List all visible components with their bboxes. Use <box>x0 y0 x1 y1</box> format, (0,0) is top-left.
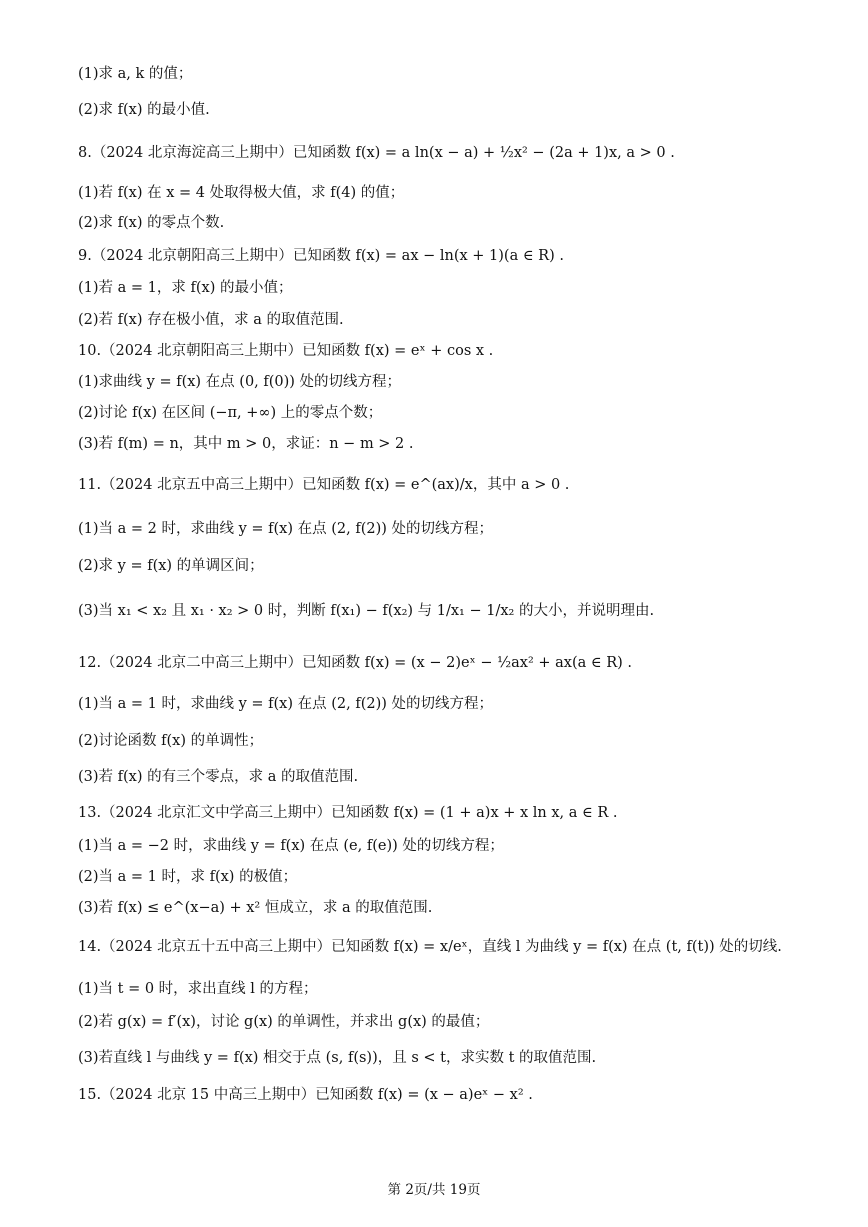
text-line: (3)若 f(x) ≤ e^(x−a) + x² 恒成立，求 a 的取值范围. <box>78 900 433 916</box>
text-line: (2)若 f(x) 存在极小值，求 a 的取值范围. <box>78 312 344 328</box>
text-line: (3)当 x₁ < x₂ 且 x₁ · x₂ > 0 时，判断 f(x₁) − f(x₂) 与 1/x₁ − 1/x₂ 的大小，并说明理由. <box>78 603 655 619</box>
problem-9-statement: 9.（2024 北京朝阳高三上期中）已知函数 f(x) = ax − ln(x + 1)(a ∈ R) . <box>78 248 564 264</box>
problem-12-statement: 12.（2024 北京二中高三上期中）已知函数 f(x) = (x − 2)eˣ − ½ax² + ax(a ∈ R) . <box>78 655 633 671</box>
text-line: (3)若直线 l 与曲线 y = f(x) 相交于点 (s, f(s))，且 s < t，求实数 t 的取值范围. <box>78 1050 597 1066</box>
text-line: (2)当 a = 1 时，求 f(x) 的极值； <box>78 869 298 885</box>
text-line: (1)若 f(x) 在 x = 4 处取得极大值，求 f(4) 的值； <box>78 185 405 201</box>
text-line: (2)求 f(x) 的最小值. <box>78 102 210 118</box>
text-line: (2)求 y = f(x) 的单调区间； <box>78 558 264 574</box>
text-line: (1)当 a = 1 时，求曲线 y = f(x) 在点 (2, f(2)) 处的切线方程； <box>78 696 494 712</box>
problem-11-statement: 11.（2024 北京五中高三上期中）已知函数 f(x) = e^(ax)/x，其中 a > 0 . <box>78 477 570 493</box>
text-line: (1)求曲线 y = f(x) 在点 (0, f(0)) 处的切线方程； <box>78 374 402 390</box>
text-line: (1)当 t = 0 时，求出直线 l 的方程； <box>78 981 318 997</box>
text-line: (2)若 g(x) = f′(x)，讨论 g(x) 的单调性，并求出 g(x) 的最值； <box>78 1014 490 1030</box>
page-footer: 第 2页/共 19页 <box>387 1182 481 1198</box>
text-line: (1)求 a, k 的值； <box>78 66 193 82</box>
text-line: (2)求 f(x) 的零点个数. <box>78 215 225 231</box>
problem-8-statement: 8.（2024 北京海淀高三上期中）已知函数 f(x) = a ln(x − a) + ½x² − (2a + 1)x, a > 0 . <box>78 145 675 161</box>
text-line: (2)讨论函数 f(x) 的单调性； <box>78 733 264 749</box>
text-line: (3)若 f(m) = n，其中 m > 0，求证：n − m > 2 . <box>78 436 414 452</box>
problem-15-statement: 15.（2024 北京 15 中高三上期中）已知函数 f(x) = (x − a)eˣ − x² . <box>78 1087 533 1103</box>
text-line: (1)当 a = −2 时，求曲线 y = f(x) 在点 (e, f(e)) 处的切线方程； <box>78 838 504 854</box>
text-line: (3)若 f(x) 的有三个零点，求 a 的取值范围. <box>78 769 359 785</box>
problem-13-statement: 13.（2024 北京汇文中学高三上期中）已知函数 f(x) = (1 + a)x + x ln x, a ∈ R . <box>78 805 618 821</box>
problem-14-statement: 14.（2024 北京五十五中高三上期中）已知函数 f(x) = x/eˣ，直线 l 为曲线 y = f(x) 在点 (t, f(t)) 处的切线. <box>78 939 782 955</box>
text-line: (2)讨论 f(x) 在区间 (−π, +∞) 上的零点个数； <box>78 405 383 421</box>
problem-10-statement: 10.（2024 北京朝阳高三上期中）已知函数 f(x) = eˣ + cos x . <box>78 343 494 359</box>
text-line: (1)若 a = 1，求 f(x) 的最小值； <box>78 280 293 296</box>
text-line: (1)当 a = 2 时，求曲线 y = f(x) 在点 (2, f(2)) 处的切线方程； <box>78 521 494 537</box>
